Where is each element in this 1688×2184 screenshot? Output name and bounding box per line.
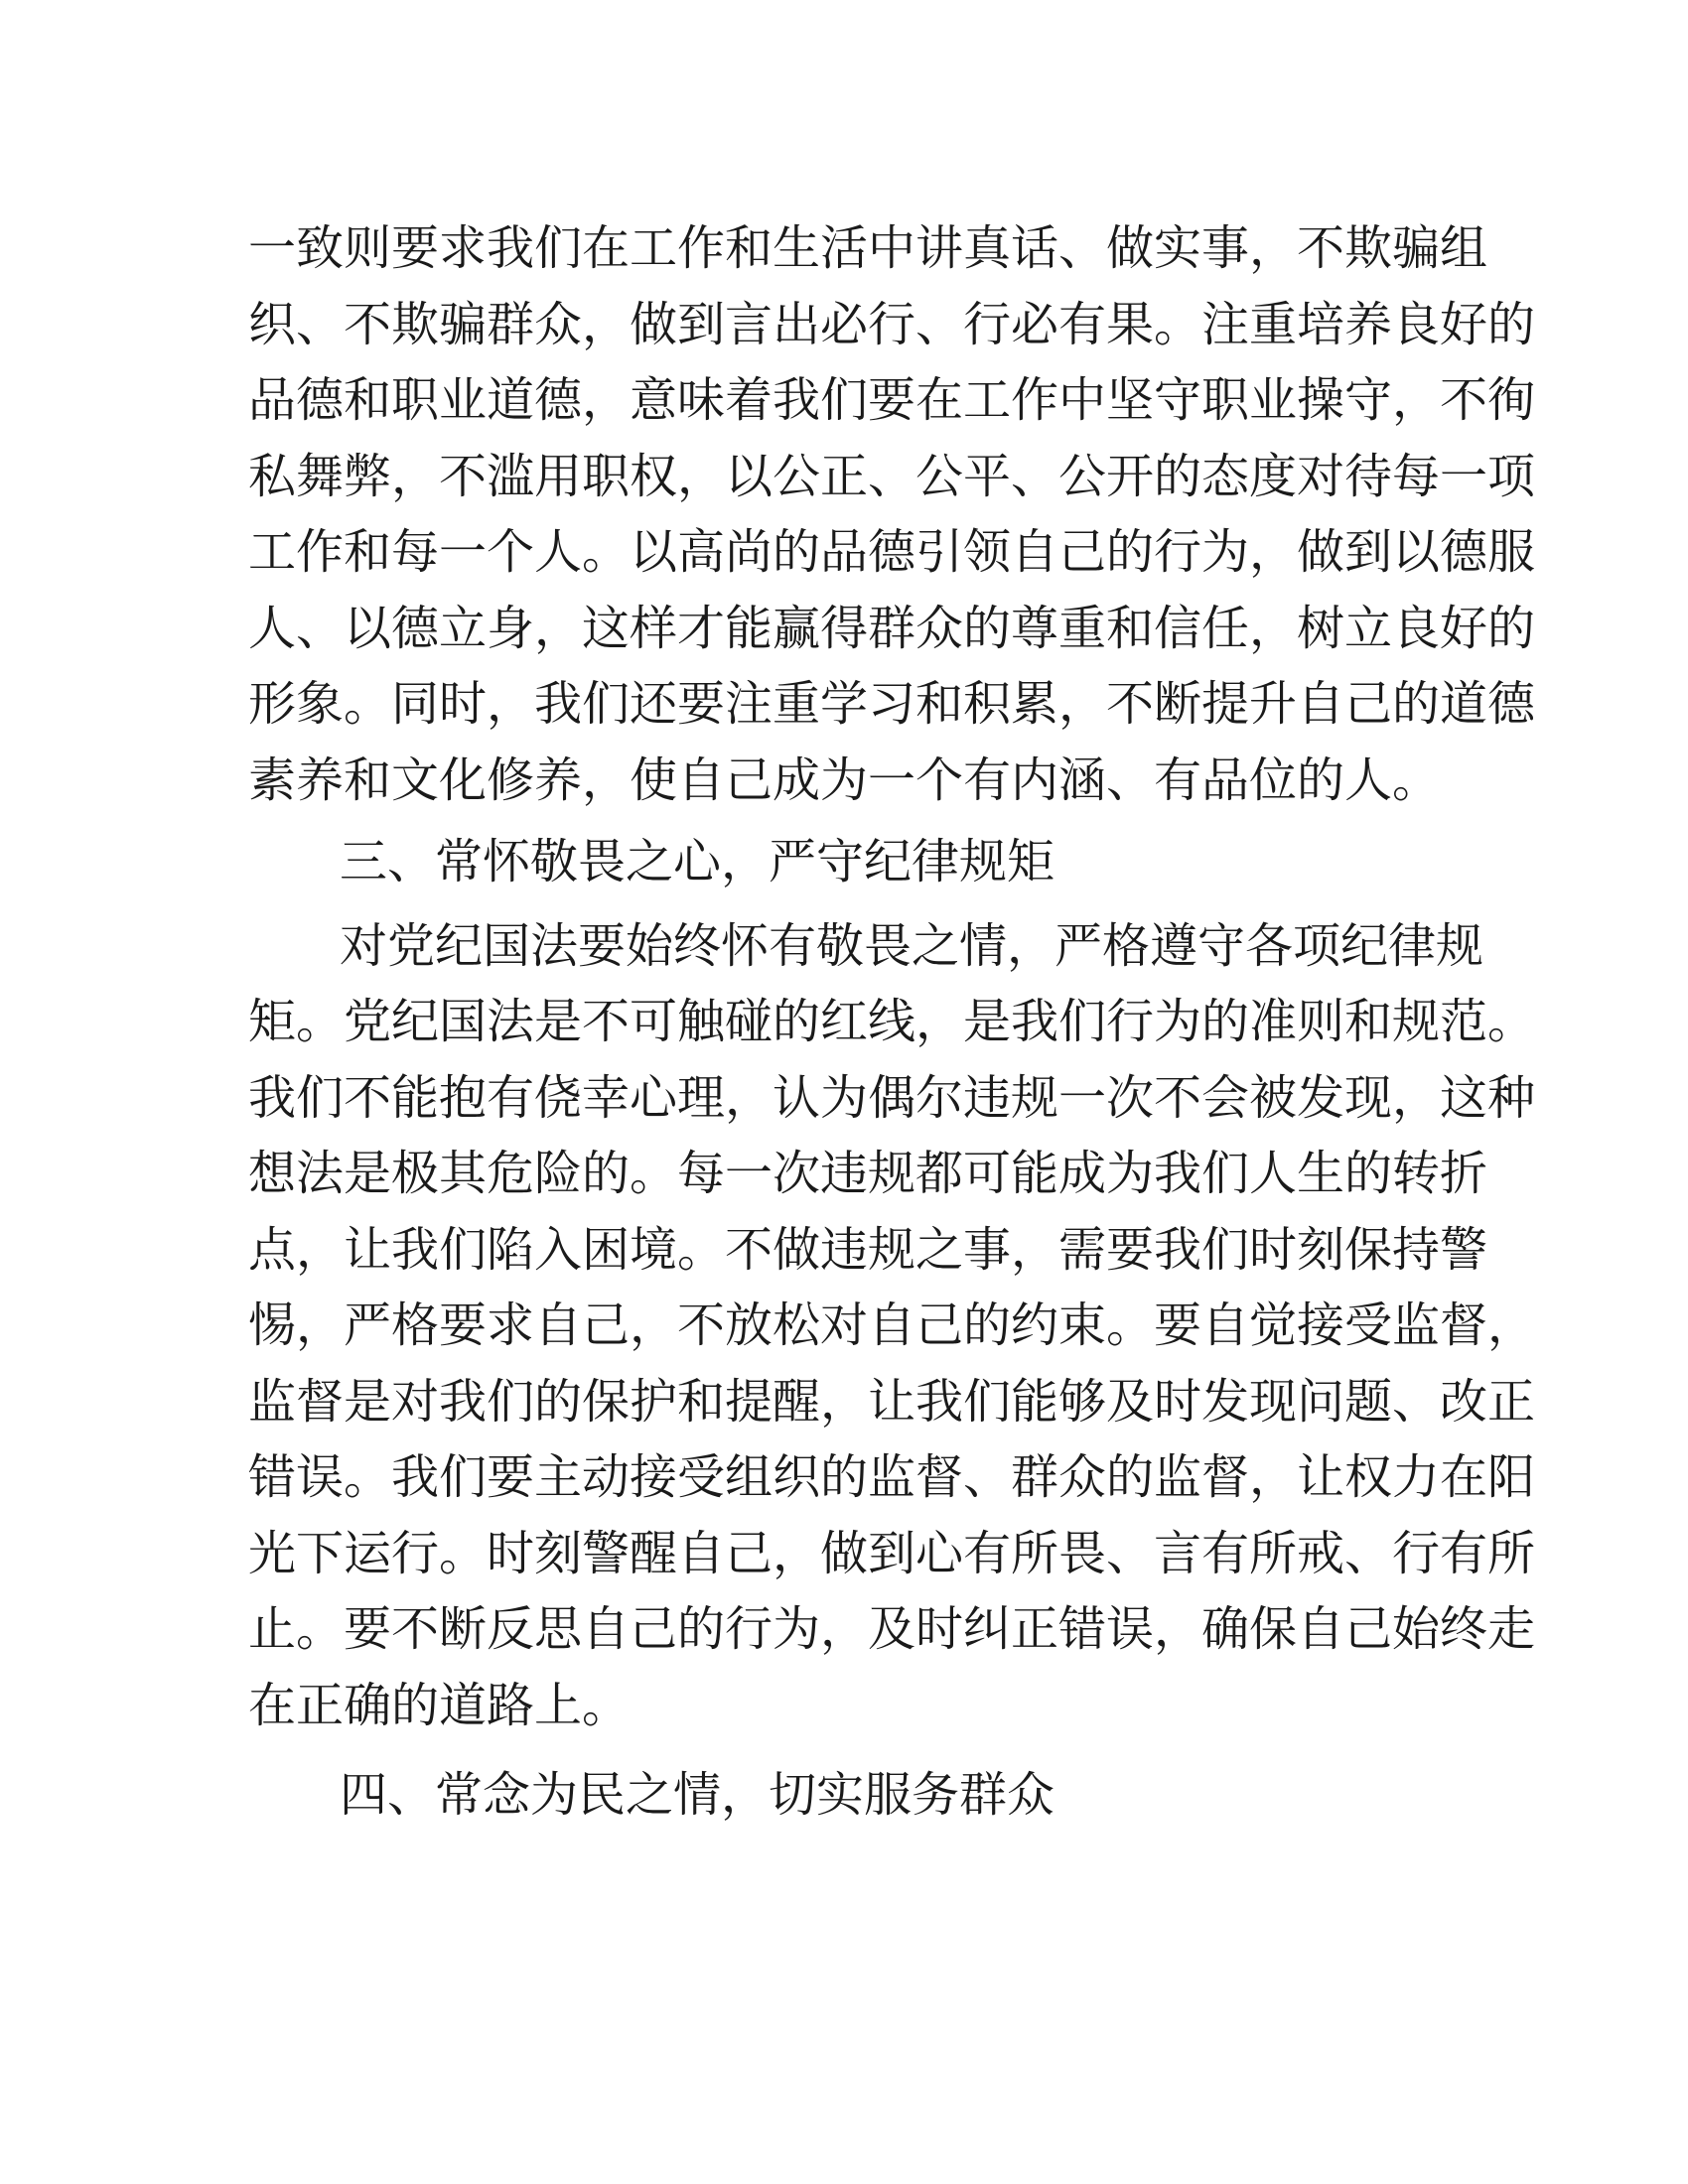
- text-line: 光下运行。时刻警醒自己，做到心有所畏、言有所戒、行有所: [248, 1525, 1536, 1581]
- text-line: 人、以德立身，这样才能赢得群众的尊重和信任，树立良好的: [248, 600, 1536, 656]
- text-line: 工作和每一个人。以高尚的品德引领自己的行为，做到以德服: [248, 524, 1536, 580]
- text-line: 监督是对我们的保护和提醒，让我们能够及时发现问题、改正: [248, 1373, 1536, 1430]
- section-heading-4: 四、常念为民之情，切实服务群众: [340, 1767, 1055, 1823]
- text-line: 品德和职业道德，意味着我们要在工作中坚守职业操守，不徇: [248, 372, 1536, 428]
- text-line: 私舞弊，不滥用职权，以公正、公平、公开的态度对待每一项: [248, 448, 1536, 504]
- text-line: 矩。党纪国法是不可触碰的红线，是我们行为的准则和规范。: [248, 994, 1536, 1049]
- text-line: 对党纪国法要始终怀有敬畏之情，严格遵守各项纪律规: [340, 917, 1484, 974]
- text-line: 想法是极其危险的。每一次违规都可能成为我们人生的转折: [248, 1146, 1488, 1201]
- text-line: 止。要不断反思自己的行为，及时纠正错误，确保自己始终走: [248, 1601, 1536, 1657]
- text-line: 惕，严格要求自己，不放松对自己的约束。要自觉接受监督，: [248, 1297, 1536, 1353]
- text-line: 素养和文化修养，使自己成为一个有内涵、有品位的人。: [248, 751, 1441, 808]
- text-line: 一致则要求我们在工作和生活中讲真话、做实事，不欺骗组: [248, 220, 1488, 276]
- body-text: [248, 210, 1536, 1834]
- text-line: 我们不能抱有侥幸心理，认为偶尔违规一次不会被发现，这种: [248, 1069, 1536, 1126]
- text-line: 错误。我们要主动接受组织的监督、群众的监督，让权力在阳: [248, 1449, 1536, 1505]
- paragraph-moral-integrity: [248, 210, 1536, 818]
- text-line: 形象。同时，我们还要注重学习和积累，不断提升自己的道德: [248, 676, 1536, 732]
- section-heading-3: 三、常怀敬畏之心，严守纪律规矩: [340, 834, 1055, 889]
- text-line: 织、不欺骗群众，做到言出必行、行必有果。注重培养良好的: [248, 296, 1536, 352]
- paragraph-discipline: [248, 908, 1536, 1744]
- text-line: 在正确的道路上。: [248, 1677, 631, 1733]
- text-line: 点，让我们陷入困境。不做违规之事，需要我们时刻保持警: [248, 1221, 1488, 1278]
